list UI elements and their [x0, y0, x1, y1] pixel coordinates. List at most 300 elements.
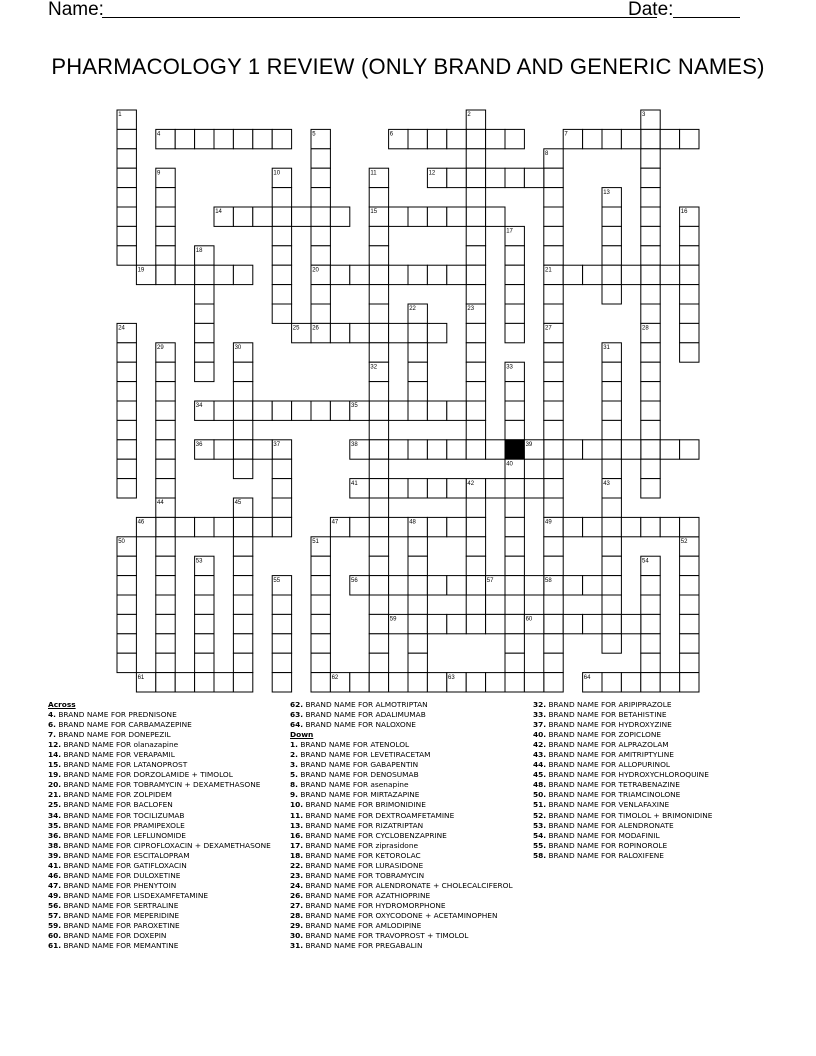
answer-cell[interactable]: [369, 246, 388, 265]
answer-cell[interactable]: [330, 207, 349, 226]
answer-cell[interactable]: [602, 634, 621, 653]
answer-cell[interactable]: [195, 129, 214, 148]
answer-cell[interactable]: [389, 401, 408, 420]
answer-cell[interactable]: [602, 129, 621, 148]
answer-cell[interactable]: [660, 673, 679, 692]
answer-cell[interactable]: [233, 129, 252, 148]
answer-cell[interactable]: [311, 614, 330, 633]
answer-cell[interactable]: [272, 265, 291, 284]
answer-cell[interactable]: [408, 595, 427, 614]
answer-cell[interactable]: [544, 362, 563, 381]
answer-cell[interactable]: [466, 537, 485, 556]
answer-cell[interactable]: [660, 517, 679, 536]
answer-cell[interactable]: [272, 226, 291, 245]
answer-cell[interactable]: [195, 614, 214, 633]
answer-cell[interactable]: [233, 614, 252, 633]
answer-cell[interactable]: [369, 459, 388, 478]
answer-cell[interactable]: [486, 129, 505, 148]
answer-cell[interactable]: [602, 576, 621, 595]
answer-cell[interactable]: [680, 595, 699, 614]
answer-cell[interactable]: [214, 673, 233, 692]
answer-cell[interactable]: [427, 265, 446, 284]
answer-cell[interactable]: [369, 576, 388, 595]
answer-cell[interactable]: [233, 653, 252, 672]
answer-cell[interactable]: [466, 595, 485, 614]
answer-cell[interactable]: [544, 343, 563, 362]
answer-cell[interactable]: [505, 614, 524, 633]
answer-cell[interactable]: [505, 576, 524, 595]
answer-cell[interactable]: [253, 129, 272, 148]
answer-cell[interactable]: [641, 459, 660, 478]
answer-cell[interactable]: [272, 188, 291, 207]
answer-cell[interactable]: [641, 440, 660, 459]
answer-cell[interactable]: [117, 382, 136, 401]
answer-cell[interactable]: [389, 673, 408, 692]
answer-cell[interactable]: [466, 188, 485, 207]
answer-cell[interactable]: [195, 576, 214, 595]
answer-cell[interactable]: [117, 362, 136, 381]
answer-cell[interactable]: [272, 246, 291, 265]
answer-cell[interactable]: [641, 382, 660, 401]
answer-cell[interactable]: [156, 634, 175, 653]
answer-cell[interactable]: [505, 517, 524, 536]
answer-cell[interactable]: [505, 382, 524, 401]
answer-cell[interactable]: [544, 285, 563, 304]
answer-cell[interactable]: [195, 265, 214, 284]
answer-cell[interactable]: [602, 440, 621, 459]
answer-cell[interactable]: [369, 401, 388, 420]
answer-cell[interactable]: [408, 207, 427, 226]
answer-cell[interactable]: [447, 168, 466, 187]
answer-cell[interactable]: [408, 129, 427, 148]
answer-cell[interactable]: [602, 614, 621, 633]
answer-cell[interactable]: [408, 479, 427, 498]
answer-cell[interactable]: [544, 401, 563, 420]
answer-cell[interactable]: [486, 595, 505, 614]
answer-cell[interactable]: [233, 362, 252, 381]
answer-cell[interactable]: [466, 226, 485, 245]
answer-cell[interactable]: [524, 673, 543, 692]
answer-cell[interactable]: [156, 246, 175, 265]
answer-cell[interactable]: [272, 634, 291, 653]
answer-cell[interactable]: [272, 517, 291, 536]
answer-cell[interactable]: [466, 382, 485, 401]
answer-cell[interactable]: [680, 634, 699, 653]
answer-cell[interactable]: [524, 576, 543, 595]
answer-cell[interactable]: [233, 420, 252, 439]
answer-cell[interactable]: [583, 614, 602, 633]
answer-cell[interactable]: [505, 653, 524, 672]
answer-cell[interactable]: [311, 595, 330, 614]
answer-cell[interactable]: [117, 188, 136, 207]
answer-cell[interactable]: [466, 246, 485, 265]
answer-cell[interactable]: [602, 517, 621, 536]
answer-cell[interactable]: [311, 304, 330, 323]
answer-cell[interactable]: [350, 673, 369, 692]
answer-cell[interactable]: [466, 285, 485, 304]
answer-cell[interactable]: [447, 440, 466, 459]
answer-cell[interactable]: [544, 673, 563, 692]
answer-cell[interactable]: [117, 634, 136, 653]
answer-cell[interactable]: [680, 343, 699, 362]
answer-cell[interactable]: [408, 614, 427, 633]
answer-cell[interactable]: [563, 265, 582, 284]
answer-cell[interactable]: [602, 595, 621, 614]
answer-cell[interactable]: [156, 653, 175, 672]
answer-cell[interactable]: [427, 614, 446, 633]
answer-cell[interactable]: [311, 149, 330, 168]
answer-cell[interactable]: [427, 517, 446, 536]
answer-cell[interactable]: [369, 188, 388, 207]
answer-cell[interactable]: [641, 614, 660, 633]
answer-cell[interactable]: [602, 246, 621, 265]
answer-cell[interactable]: [602, 537, 621, 556]
answer-cell[interactable]: [233, 576, 252, 595]
answer-cell[interactable]: [214, 265, 233, 284]
answer-cell[interactable]: [602, 673, 621, 692]
answer-cell[interactable]: [253, 440, 272, 459]
answer-cell[interactable]: [641, 343, 660, 362]
answer-cell[interactable]: [292, 207, 311, 226]
answer-cell[interactable]: [156, 188, 175, 207]
answer-cell[interactable]: [447, 207, 466, 226]
answer-cell[interactable]: [117, 653, 136, 672]
answer-cell[interactable]: [544, 440, 563, 459]
answer-cell[interactable]: [466, 576, 485, 595]
answer-cell[interactable]: [466, 265, 485, 284]
answer-cell[interactable]: [408, 382, 427, 401]
answer-cell[interactable]: [641, 517, 660, 536]
answer-cell[interactable]: [641, 129, 660, 148]
answer-cell[interactable]: [486, 440, 505, 459]
answer-cell[interactable]: [427, 673, 446, 692]
answer-cell[interactable]: [544, 653, 563, 672]
answer-cell[interactable]: [369, 634, 388, 653]
answer-cell[interactable]: [389, 517, 408, 536]
answer-cell[interactable]: [272, 614, 291, 633]
answer-cell[interactable]: [505, 420, 524, 439]
answer-cell[interactable]: [641, 673, 660, 692]
answer-cell[interactable]: [369, 440, 388, 459]
answer-cell[interactable]: [563, 517, 582, 536]
answer-cell[interactable]: [544, 498, 563, 517]
answer-cell[interactable]: [505, 595, 524, 614]
answer-cell[interactable]: [641, 420, 660, 439]
answer-cell[interactable]: [369, 420, 388, 439]
answer-cell[interactable]: [233, 595, 252, 614]
answer-cell[interactable]: [680, 673, 699, 692]
answer-cell[interactable]: [544, 420, 563, 439]
answer-cell[interactable]: [369, 614, 388, 633]
answer-cell[interactable]: [233, 382, 252, 401]
answer-cell[interactable]: [292, 401, 311, 420]
answer-cell[interactable]: [311, 634, 330, 653]
answer-cell[interactable]: [369, 498, 388, 517]
answer-cell[interactable]: [408, 343, 427, 362]
answer-cell[interactable]: [156, 556, 175, 575]
answer-cell[interactable]: [680, 265, 699, 284]
answer-cell[interactable]: [505, 401, 524, 420]
answer-cell[interactable]: [427, 401, 446, 420]
answer-cell[interactable]: [272, 459, 291, 478]
answer-cell[interactable]: [544, 226, 563, 245]
answer-cell[interactable]: [544, 246, 563, 265]
answer-cell[interactable]: [563, 576, 582, 595]
answer-cell[interactable]: [156, 382, 175, 401]
answer-cell[interactable]: [505, 556, 524, 575]
answer-cell[interactable]: [641, 149, 660, 168]
answer-cell[interactable]: [447, 614, 466, 633]
answer-cell[interactable]: [466, 401, 485, 420]
answer-cell[interactable]: [602, 265, 621, 284]
answer-cell[interactable]: [369, 304, 388, 323]
answer-cell[interactable]: [311, 285, 330, 304]
answer-cell[interactable]: [408, 673, 427, 692]
answer-cell[interactable]: [156, 479, 175, 498]
answer-cell[interactable]: [233, 517, 252, 536]
answer-cell[interactable]: [195, 343, 214, 362]
answer-cell[interactable]: [195, 517, 214, 536]
answer-cell[interactable]: [117, 207, 136, 226]
answer-cell[interactable]: [350, 517, 369, 536]
answer-cell[interactable]: [466, 362, 485, 381]
answer-cell[interactable]: [524, 479, 543, 498]
answer-cell[interactable]: [505, 479, 524, 498]
answer-cell[interactable]: [311, 673, 330, 692]
answer-cell[interactable]: [233, 401, 252, 420]
answer-cell[interactable]: [156, 459, 175, 478]
answer-cell[interactable]: [233, 440, 252, 459]
answer-cell[interactable]: [350, 323, 369, 342]
answer-cell[interactable]: [156, 673, 175, 692]
answer-cell[interactable]: [272, 653, 291, 672]
answer-cell[interactable]: [505, 265, 524, 284]
answer-cell[interactable]: [408, 323, 427, 342]
answer-cell[interactable]: [330, 323, 349, 342]
answer-cell[interactable]: [621, 517, 640, 536]
answer-cell[interactable]: [680, 614, 699, 633]
answer-cell[interactable]: [466, 420, 485, 439]
answer-cell[interactable]: [156, 576, 175, 595]
answer-cell[interactable]: [466, 498, 485, 517]
answer-cell[interactable]: [233, 207, 252, 226]
answer-cell[interactable]: [117, 168, 136, 187]
answer-cell[interactable]: [466, 673, 485, 692]
answer-cell[interactable]: [680, 517, 699, 536]
answer-cell[interactable]: [583, 265, 602, 284]
answer-cell[interactable]: [214, 401, 233, 420]
answer-cell[interactable]: [233, 265, 252, 284]
answer-cell[interactable]: [427, 129, 446, 148]
answer-cell[interactable]: [408, 634, 427, 653]
answer-cell[interactable]: [602, 207, 621, 226]
answer-cell[interactable]: [117, 246, 136, 265]
answer-cell[interactable]: [389, 323, 408, 342]
answer-cell[interactable]: [583, 440, 602, 459]
answer-cell[interactable]: [253, 517, 272, 536]
answer-cell[interactable]: [272, 207, 291, 226]
answer-cell[interactable]: [447, 401, 466, 420]
answer-cell[interactable]: [408, 576, 427, 595]
answer-cell[interactable]: [505, 498, 524, 517]
answer-cell[interactable]: [544, 459, 563, 478]
answer-cell[interactable]: [369, 343, 388, 362]
answer-cell[interactable]: [660, 265, 679, 284]
answer-cell[interactable]: [583, 129, 602, 148]
answer-cell[interactable]: [544, 614, 563, 633]
answer-cell[interactable]: [641, 595, 660, 614]
answer-cell[interactable]: [505, 285, 524, 304]
answer-cell[interactable]: [505, 673, 524, 692]
answer-cell[interactable]: [156, 517, 175, 536]
answer-cell[interactable]: [272, 285, 291, 304]
answer-cell[interactable]: [505, 168, 524, 187]
answer-cell[interactable]: [466, 440, 485, 459]
answer-cell[interactable]: [641, 576, 660, 595]
answer-cell[interactable]: [602, 556, 621, 575]
answer-cell[interactable]: [641, 246, 660, 265]
answer-cell[interactable]: [544, 537, 563, 556]
answer-cell[interactable]: [311, 246, 330, 265]
answer-cell[interactable]: [486, 673, 505, 692]
answer-cell[interactable]: [602, 401, 621, 420]
answer-cell[interactable]: [175, 517, 194, 536]
answer-cell[interactable]: [389, 479, 408, 498]
answer-cell[interactable]: [641, 653, 660, 672]
answer-cell[interactable]: [233, 556, 252, 575]
answer-cell[interactable]: [389, 576, 408, 595]
answer-cell[interactable]: [117, 149, 136, 168]
answer-cell[interactable]: [641, 479, 660, 498]
answer-cell[interactable]: [680, 653, 699, 672]
answer-cell[interactable]: [602, 420, 621, 439]
answer-cell[interactable]: [505, 634, 524, 653]
answer-cell[interactable]: [272, 129, 291, 148]
answer-cell[interactable]: [311, 556, 330, 575]
answer-cell[interactable]: [563, 440, 582, 459]
answer-cell[interactable]: [253, 207, 272, 226]
answer-cell[interactable]: [195, 362, 214, 381]
answer-cell[interactable]: [175, 265, 194, 284]
answer-cell[interactable]: [117, 420, 136, 439]
answer-cell[interactable]: [466, 614, 485, 633]
answer-cell[interactable]: [427, 479, 446, 498]
answer-cell[interactable]: [156, 226, 175, 245]
answer-cell[interactable]: [214, 129, 233, 148]
answer-cell[interactable]: [117, 459, 136, 478]
answer-cell[interactable]: [369, 226, 388, 245]
answer-cell[interactable]: [408, 537, 427, 556]
answer-cell[interactable]: [175, 129, 194, 148]
answer-cell[interactable]: [641, 207, 660, 226]
answer-cell[interactable]: [214, 440, 233, 459]
answer-cell[interactable]: [156, 401, 175, 420]
answer-cell[interactable]: [117, 129, 136, 148]
answer-cell[interactable]: [447, 129, 466, 148]
answer-cell[interactable]: [641, 188, 660, 207]
answer-cell[interactable]: [369, 556, 388, 575]
answer-cell[interactable]: [680, 129, 699, 148]
answer-cell[interactable]: [466, 149, 485, 168]
answer-cell[interactable]: [408, 362, 427, 381]
answer-cell[interactable]: [117, 614, 136, 633]
answer-cell[interactable]: [389, 207, 408, 226]
answer-cell[interactable]: [272, 304, 291, 323]
answer-cell[interactable]: [641, 265, 660, 284]
answer-cell[interactable]: [117, 556, 136, 575]
answer-cell[interactable]: [466, 168, 485, 187]
answer-cell[interactable]: [117, 479, 136, 498]
answer-cell[interactable]: [311, 188, 330, 207]
answer-cell[interactable]: [117, 440, 136, 459]
answer-cell[interactable]: [544, 304, 563, 323]
answer-cell[interactable]: [408, 401, 427, 420]
answer-cell[interactable]: [117, 595, 136, 614]
answer-cell[interactable]: [369, 382, 388, 401]
answer-cell[interactable]: [369, 537, 388, 556]
answer-cell[interactable]: [641, 226, 660, 245]
answer-cell[interactable]: [680, 246, 699, 265]
answer-cell[interactable]: [447, 576, 466, 595]
answer-cell[interactable]: [660, 440, 679, 459]
answer-cell[interactable]: [602, 498, 621, 517]
answer-cell[interactable]: [117, 576, 136, 595]
answer-cell[interactable]: [233, 673, 252, 692]
answer-cell[interactable]: [544, 479, 563, 498]
answer-cell[interactable]: [641, 285, 660, 304]
answer-cell[interactable]: [602, 382, 621, 401]
answer-cell[interactable]: [214, 517, 233, 536]
answer-cell[interactable]: [272, 401, 291, 420]
answer-cell[interactable]: [544, 556, 563, 575]
answer-cell[interactable]: [156, 614, 175, 633]
answer-cell[interactable]: [544, 634, 563, 653]
answer-cell[interactable]: [369, 323, 388, 342]
answer-cell[interactable]: [680, 226, 699, 245]
answer-cell[interactable]: [156, 362, 175, 381]
answer-cell[interactable]: [369, 285, 388, 304]
answer-cell[interactable]: [505, 537, 524, 556]
answer-cell[interactable]: [680, 304, 699, 323]
answer-cell[interactable]: [505, 246, 524, 265]
answer-cell[interactable]: [233, 537, 252, 556]
answer-cell[interactable]: [408, 653, 427, 672]
answer-cell[interactable]: [621, 440, 640, 459]
answer-cell[interactable]: [311, 653, 330, 672]
answer-cell[interactable]: [466, 323, 485, 342]
answer-cell[interactable]: [408, 265, 427, 284]
answer-cell[interactable]: [117, 343, 136, 362]
answer-cell[interactable]: [447, 265, 466, 284]
answer-cell[interactable]: [486, 614, 505, 633]
answer-cell[interactable]: [369, 479, 388, 498]
answer-cell[interactable]: [486, 207, 505, 226]
answer-cell[interactable]: [389, 440, 408, 459]
answer-cell[interactable]: [369, 673, 388, 692]
answer-cell[interactable]: [544, 188, 563, 207]
answer-cell[interactable]: [175, 673, 194, 692]
answer-cell[interactable]: [680, 323, 699, 342]
answer-cell[interactable]: [408, 556, 427, 575]
answer-cell[interactable]: [311, 401, 330, 420]
answer-cell[interactable]: [233, 459, 252, 478]
answer-cell[interactable]: [156, 440, 175, 459]
answer-cell[interactable]: [311, 207, 330, 226]
answer-cell[interactable]: [369, 517, 388, 536]
answer-cell[interactable]: [369, 595, 388, 614]
answer-cell[interactable]: [195, 673, 214, 692]
answer-cell[interactable]: [466, 207, 485, 226]
